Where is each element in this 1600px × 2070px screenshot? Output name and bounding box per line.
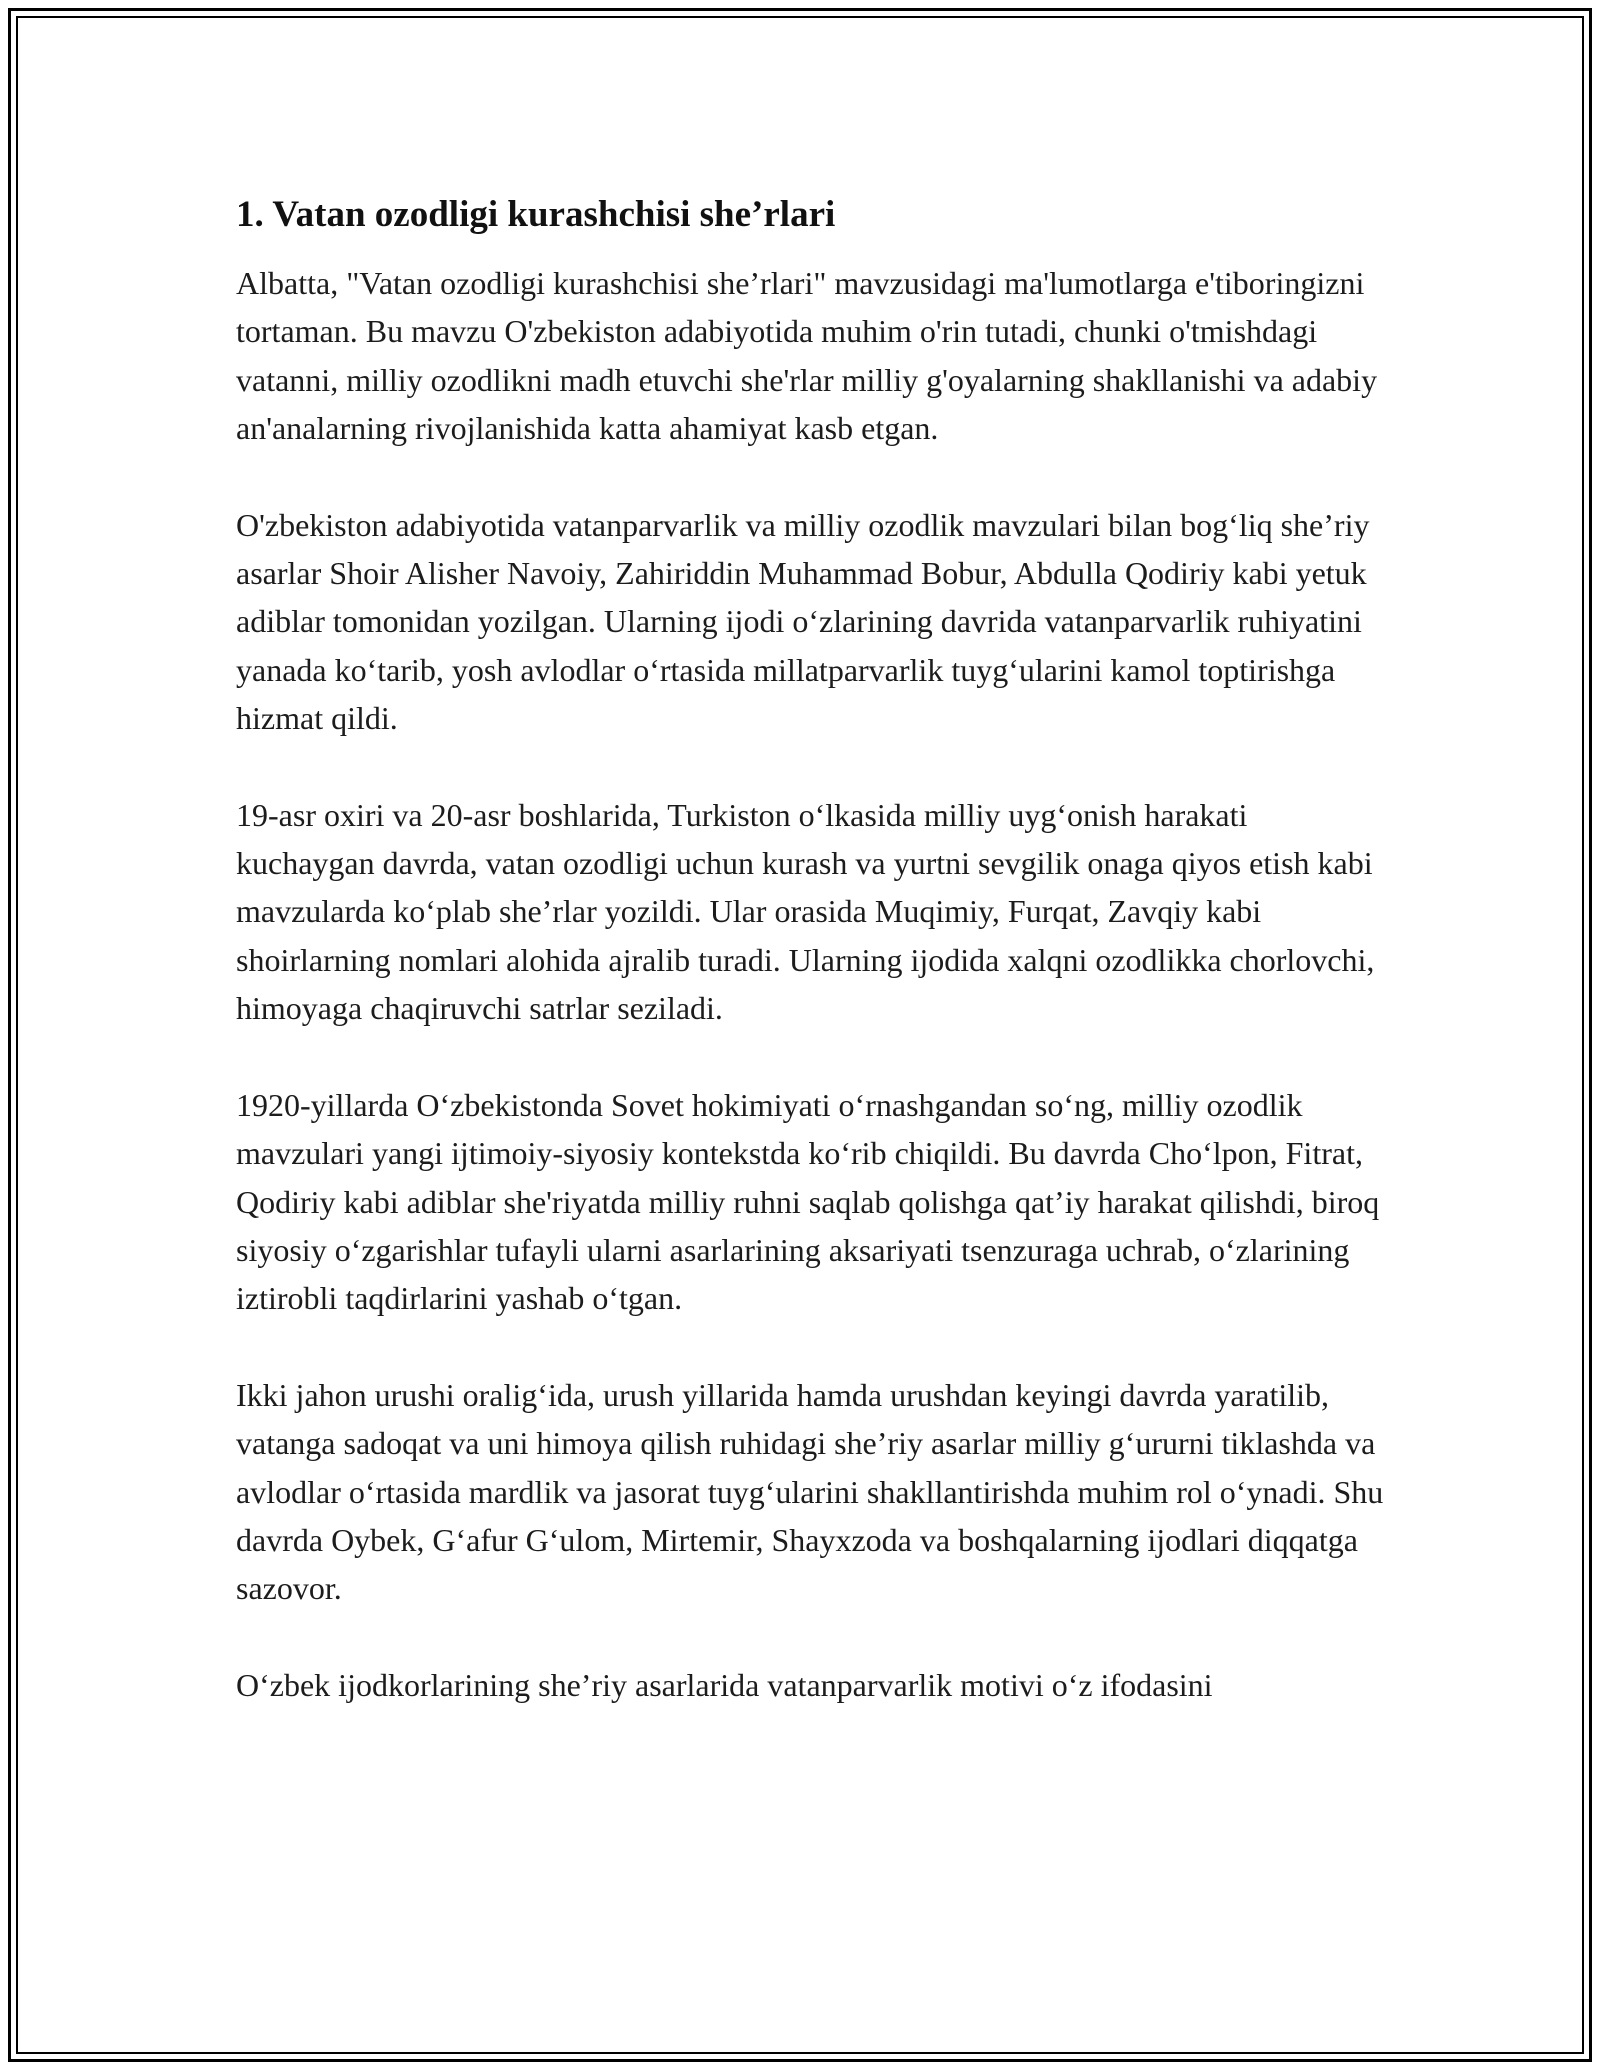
- paragraph-war-period: Ikki jahon urushi oralig‘ida, urush yillarida hamda urushdan keyingi davrda yaratilib, vatanga sadoqat va uni himoya qilish ruhidagi she’riy asarlar milliy g‘ururni tiklashda va avlodlar o‘rtasida mardlik va jasorat tuyg‘ularini shakllantirishda muhim rol o‘ynadi. Shu davrda Oybek, G‘afur G‘ulom, Mirtemir, Shayxzoda va boshqalarning ijodlari diqqatga sazovor.: [236, 1376, 1384, 1607]
- paragraph-classical-poets: O'zbekiston adabiyotida vatanparvarlik va milliy ozodlik mavzulari bilan bog‘liq she’riy asarlar Shoir Alisher Navoiy, Zahiriddin Muhammad Bobur, Abdulla Qodiriy kabi yetuk adiblar tomonidan yozilgan. Ularning ijodi o‘zlarining davrida vatanparvarlik ruhiyatini yanada ko‘tarib, yosh avlodlar o‘rtasida millatparvarlik tuyg‘ularini kamol toptirishga hizmat qildi.: [236, 506, 1370, 737]
- paragraph-intro: Albatta, "Vatan ozodligi kurashchisi she’rlari" mavzusidagi ma'lumotlarga e'tiboringizni tortaman. Bu mavzu O'zbekiston adabiyotida muhim o'rin tutadi, chunki o'tmishdagi vatanni, milliy ozodlikni madh etuvchi she'rlar milliy g'oyalarning shakllanishi va adabiy an'analarning rivojlanishida katta ahamiyat kasb etgan.: [236, 265, 1378, 447]
- section-heading: 1. Vatan ozodligi kurashchisi she’rlari: [236, 194, 836, 235]
- paragraph-closing-fragment: O‘zbek ijodkorlarining she’riy asarlarida vatanparvarlik motivi o‘z ifodasini: [236, 1666, 1213, 1703]
- paragraph-national-awakening: 19-asr oxiri va 20-asr boshlarida, Turkiston o‘lkasida milliy uyg‘onish harakati kuchaygan davrda, vatan ozodligi uchun kurash va yurtni sevgilik onaga qiyos etish kabi mavzularda ko‘plab she’rlar yozildi. Ular orasida Muqimiy, Furqat, Zavqiy kabi shoirlarning nomlari alohida ajralib turadi. Ularning ijodida xalqni ozodlikka chorlovchi, himoyaga chaqiruvchi satrlar seziladi.: [236, 796, 1375, 1027]
- paragraph-soviet-period: 1920-yillarda O‘zbekistonda Sovet hokimiyati o‘rnashgandan so‘ng, milliy ozodlik mavzulari yangi ijtimoiy-siyosiy kontekstda ko‘rib chiqildi. Bu davrda Cho‘lpon, Fitrat, Qodiriy kabi adiblar she'riyatda milliy ruhni saqlab qolishga qat’iy harakat qilishdi, biroq siyosiy o‘zgarishlar tufayli ularni asarlarining aksariyati tsenzuraga uchrab, o‘zlarining iztirobli taqdirlarini yashab o‘tgan.: [236, 1086, 1380, 1317]
- document-body: [236, 187, 1386, 1757]
